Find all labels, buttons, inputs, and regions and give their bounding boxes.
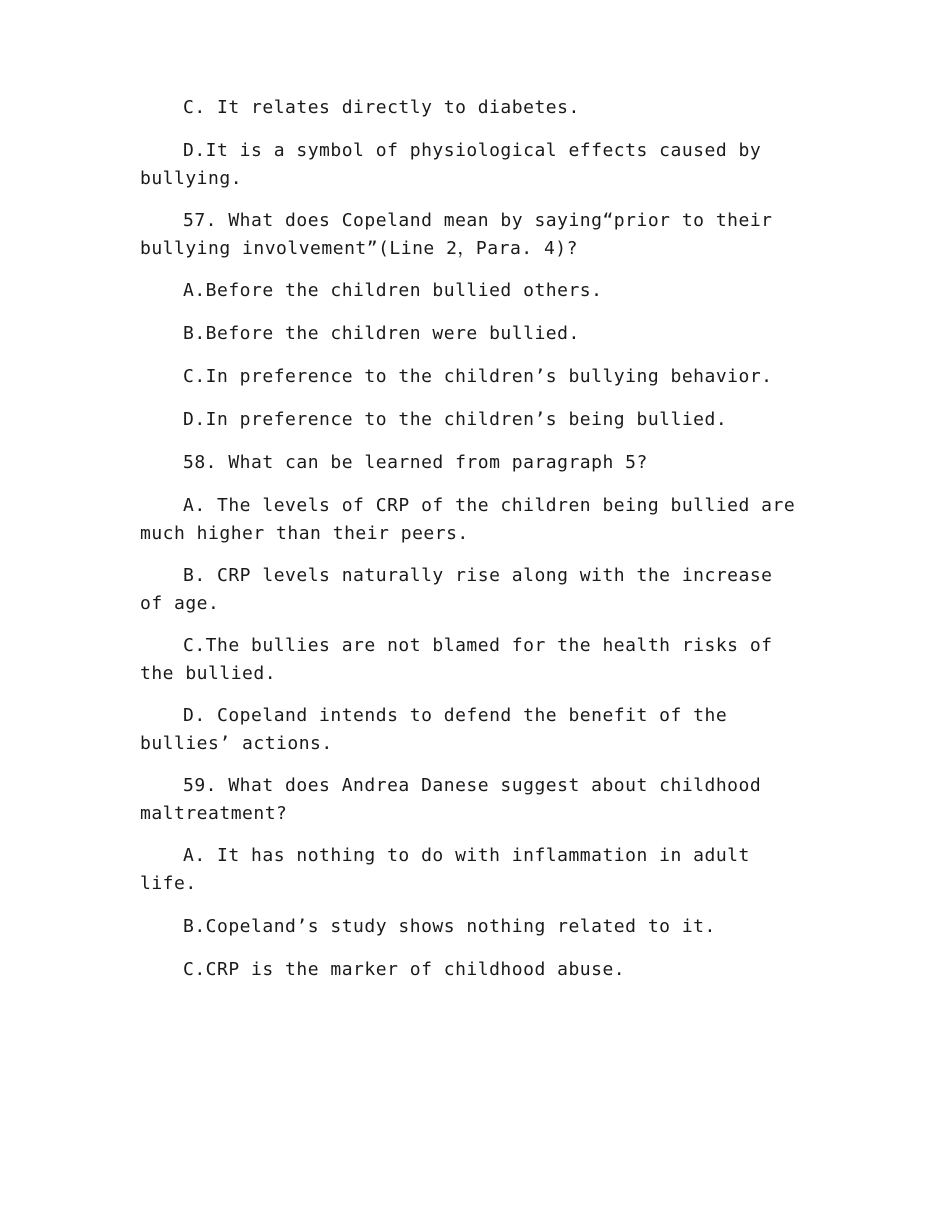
option-58a: A. The levels of CRP of the children being bullied are much higher than their peers. [140, 495, 796, 544]
question-58: 58. What can be learned from paragraph 5? [183, 452, 648, 473]
option-56d: D.It is a symbol of physiological effects caused by bullying. [140, 140, 762, 189]
option-57b: B.Before the children were bullied. [183, 323, 580, 344]
document-body [140, 94, 800, 999]
option-56c: C. It relates directly to diabetes. [183, 97, 580, 118]
option-57c: C.In preference to the children’s bullying behavior. [183, 366, 773, 387]
option-58c: C.The bullies are not blamed for the health risks of the bullied. [140, 635, 773, 684]
option-59b: B.Copeland’s study shows nothing related to it. [183, 916, 716, 937]
option-59c: C.CRP is the marker of childhood abuse. [183, 959, 626, 980]
option-58d: D. Copeland intends to defend the benefit of the bullies’ actions. [140, 705, 728, 754]
option-59a: A. It has nothing to do with inflammation in adult life. [140, 845, 750, 894]
option-58b: B. CRP levels naturally rise along with the increase of age. [140, 565, 773, 614]
question-59: 59. What does Andrea Danese suggest about childhood maltreatment? [140, 775, 762, 824]
option-57a: A.Before the children bullied others. [183, 280, 603, 301]
question-57: 57. What does Copeland mean by saying“prior to their bullying involvement”(Line 2，Para. 4)? [140, 210, 773, 259]
option-57d: D.In preference to the children’s being bullied. [183, 409, 728, 430]
